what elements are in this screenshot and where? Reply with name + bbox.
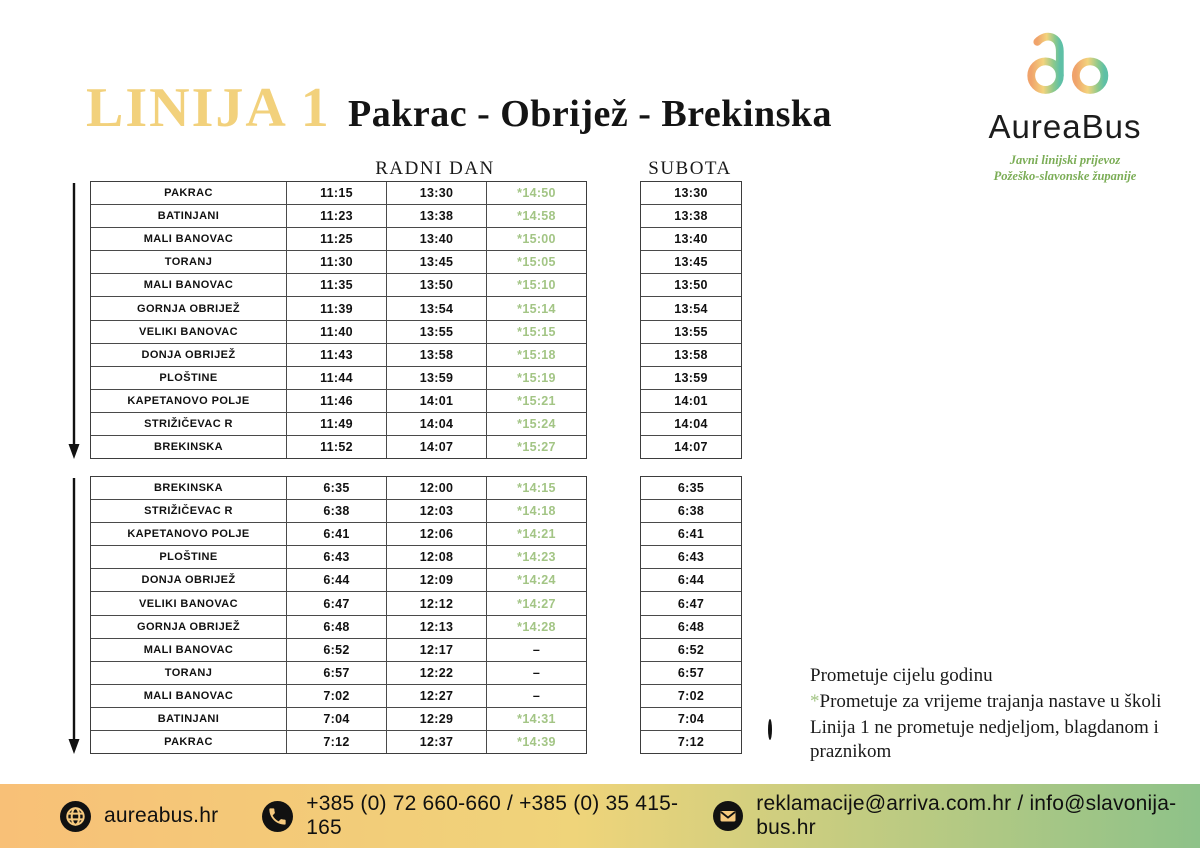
time-cell: *14:31 [486, 708, 586, 730]
station-cell: DONJA OBRIJEŽ [141, 348, 236, 361]
time-cell: 11:39 [286, 297, 386, 319]
time-cell: 13:59 [674, 370, 708, 385]
time-cell: 14:04 [674, 416, 708, 431]
legend-label: Linija 1 ne prometuje nedjeljom, blagdanom i praznikom [810, 717, 1159, 762]
station-cell: MALI BANOVAC [143, 689, 234, 702]
time-cell: 7:02 [677, 688, 705, 703]
table-row [641, 251, 741, 274]
time-cell: 6:48 [286, 616, 386, 638]
time-cell: 11:43 [286, 344, 386, 366]
table-row [641, 569, 741, 592]
time-cell: 12:37 [386, 731, 486, 753]
table-row [91, 569, 586, 592]
down-arrow-icon [66, 476, 82, 756]
tagline-line1: Javni linijski prijevoz [1009, 153, 1121, 167]
time-cell: 13:38 [386, 205, 486, 227]
time-cell: 13:40 [386, 228, 486, 250]
table-row [641, 662, 741, 685]
time-cell: 12:00 [386, 477, 486, 499]
time-cell: 13:50 [674, 278, 708, 293]
table-row [641, 182, 741, 205]
table-row [91, 477, 586, 500]
time-cell: 14:07 [386, 436, 486, 458]
table-row [91, 390, 586, 413]
time-cell: 7:12 [677, 735, 705, 750]
time-cell: 6:41 [677, 527, 705, 542]
station-cell: PAKRAC [164, 736, 213, 749]
time-cell: 6:35 [677, 481, 705, 496]
time-cell: 11:44 [286, 367, 386, 389]
time-cell: 11:52 [286, 436, 386, 458]
table-row [91, 436, 586, 458]
time-cell: *14:24 [486, 569, 586, 591]
time-cell: 13:58 [386, 344, 486, 366]
time-cell: 6:38 [677, 504, 705, 519]
time-cell: 6:47 [677, 596, 705, 611]
station-cell: VELIKI BANOVAC [139, 325, 238, 338]
table-row [641, 228, 741, 251]
time-cell: – [486, 685, 586, 707]
time-cell: 13:50 [386, 274, 486, 296]
station-cell: GORNJA OBRIJEŽ [137, 302, 240, 315]
station-cell: BATINJANI [157, 712, 220, 725]
time-cell: *15:14 [486, 297, 586, 319]
time-cell: *15:27 [486, 436, 586, 458]
website-link: aureabus.hr [104, 804, 219, 827]
station-cell: KAPETANOVO POLJE [127, 528, 250, 541]
time-cell: *14:50 [486, 182, 586, 204]
time-cell: *15:18 [486, 344, 586, 366]
route-title: Pakrac - Obrijež - Brekinska [348, 93, 833, 135]
station-cell: MALI BANOVAC [143, 643, 234, 656]
legend-label: *Prometuje za vrijeme trajanja nastave u školi [810, 691, 1162, 712]
time-cell: 11:30 [286, 251, 386, 273]
station-cell: MALI BANOVAC [143, 279, 234, 292]
time-cell: 12:06 [386, 523, 486, 545]
time-cell: 12:22 [386, 662, 486, 684]
table-row [641, 344, 741, 367]
time-cell: *14:18 [486, 500, 586, 522]
time-cell: 12:27 [386, 685, 486, 707]
table-row [641, 297, 741, 320]
station-cell: PLOŠTINE [159, 551, 218, 564]
time-cell: 13:54 [386, 297, 486, 319]
time-cell: *15:00 [486, 228, 586, 250]
station-cell: BREKINSKA [154, 482, 223, 495]
time-cell: 13:40 [674, 232, 708, 247]
time-cell: 13:55 [386, 321, 486, 343]
station-cell: GORNJA OBRIJEŽ [137, 620, 240, 633]
time-cell: 6:47 [286, 592, 386, 614]
time-cell: 6:52 [286, 639, 386, 661]
brand-tagline [972, 152, 1158, 184]
station-cell: VELIKI BANOVAC [139, 597, 238, 610]
table-row [641, 685, 741, 708]
time-cell: 6:43 [286, 546, 386, 568]
time-cell: 7:02 [286, 685, 386, 707]
time-cell: *15:15 [486, 321, 586, 343]
legend-item-year-round [768, 664, 1178, 688]
table-row [641, 477, 741, 500]
time-cell: *15:10 [486, 274, 586, 296]
time-cell: 13:30 [674, 186, 708, 201]
station-cell: STRIŽIČEVAC R [144, 417, 233, 430]
table-row [91, 205, 586, 228]
time-cell: 6:43 [677, 550, 705, 565]
legend-label: Prometuje cijelu godinu [810, 665, 993, 686]
line-number-title: LINIJA 1 [86, 77, 331, 139]
table-row [91, 500, 586, 523]
table-row [641, 413, 741, 436]
time-cell: 11:23 [286, 205, 386, 227]
time-cell: 14:01 [386, 390, 486, 412]
table-row [91, 228, 586, 251]
time-cell: 13:30 [386, 182, 486, 204]
time-cell: *14:21 [486, 523, 586, 545]
table-row [641, 205, 741, 228]
station-cell: PAKRAC [164, 187, 213, 200]
table-row [91, 662, 586, 685]
time-cell: *14:27 [486, 592, 586, 614]
time-cell: 11:15 [286, 182, 386, 204]
time-cell: 6:52 [677, 642, 705, 657]
table-row [91, 685, 586, 708]
asterisk-marker: * [810, 691, 820, 712]
time-cell: 13:45 [386, 251, 486, 273]
table-row [641, 731, 741, 753]
table-row [641, 639, 741, 662]
time-cell: 14:07 [674, 440, 708, 455]
table-row [641, 546, 741, 569]
time-cell: *14:58 [486, 205, 586, 227]
time-cell: 6:48 [677, 619, 705, 634]
time-cell: 6:57 [677, 665, 705, 680]
table-row [91, 546, 586, 569]
contact-footer [0, 784, 1200, 848]
station-cell: KAPETANOVO POLJE [127, 394, 250, 407]
phone-numbers: +385 (0) 72 660-660 / +385 (0) 35 415-165 [306, 792, 679, 839]
station-cell: PLOŠTINE [159, 371, 218, 384]
time-cell: 12:17 [386, 639, 486, 661]
time-cell: *15:19 [486, 367, 586, 389]
time-cell: 7:04 [677, 711, 705, 726]
down-arrow-icon [66, 181, 82, 461]
table-row [91, 344, 586, 367]
time-cell: 12:29 [386, 708, 486, 730]
time-cell: 12:13 [386, 616, 486, 638]
station-cell: MALI BANOVAC [143, 233, 234, 246]
time-cell: – [486, 639, 586, 661]
table-row [641, 390, 741, 413]
table-row [91, 616, 586, 639]
time-cell: 13:45 [674, 255, 708, 270]
timetable-return-saturday [640, 476, 742, 754]
table-row [91, 413, 586, 436]
table-row [91, 592, 586, 615]
table-row [641, 592, 741, 615]
logo [972, 28, 1158, 184]
time-cell: *14:28 [486, 616, 586, 638]
station-cell: BATINJANI [157, 210, 220, 223]
radni-dan-header: RADNI DAN [375, 158, 495, 179]
time-cell: *15:05 [486, 251, 586, 273]
time-cell: 6:38 [286, 500, 386, 522]
table-row [641, 708, 741, 731]
time-cell: 12:08 [386, 546, 486, 568]
table-row [91, 523, 586, 546]
envelope-icon [713, 801, 743, 831]
table-row [91, 251, 586, 274]
time-cell: 6:44 [286, 569, 386, 591]
table-row [91, 708, 586, 731]
table-row [91, 182, 586, 205]
table-row [641, 500, 741, 523]
time-cell: 11:40 [286, 321, 386, 343]
station-cell: TORANJ [164, 256, 213, 269]
aureabus-logo-icon [1020, 28, 1110, 106]
table-row [91, 297, 586, 320]
legend-item-school-days [768, 690, 1178, 714]
time-cell: *15:24 [486, 413, 586, 435]
time-cell: *15:21 [486, 390, 586, 412]
time-cell: 14:01 [674, 393, 708, 408]
table-row [641, 523, 741, 546]
table-row [641, 274, 741, 297]
time-cell: – [486, 662, 586, 684]
table-row [91, 367, 586, 390]
time-cell: *14:39 [486, 731, 586, 753]
time-cell: 6:35 [286, 477, 386, 499]
time-cell: 13:58 [674, 347, 708, 362]
station-cell: TORANJ [164, 666, 213, 679]
table-row [91, 321, 586, 344]
email-addresses: reklamacije@arriva.com.hr / info@slavonija-bus.hr [756, 792, 1177, 839]
time-cell: *14:15 [486, 477, 586, 499]
station-cell: BREKINSKA [154, 441, 223, 454]
legend [768, 664, 1178, 766]
table-row [641, 436, 741, 458]
time-cell: 13:38 [674, 209, 708, 224]
table-row [641, 321, 741, 344]
timetable-outbound [90, 181, 587, 459]
station-cell: STRIŽIČEVAC R [144, 505, 233, 518]
time-cell: 6:41 [286, 523, 386, 545]
timetable-outbound-saturday [640, 181, 742, 459]
time-cell: 13:59 [386, 367, 486, 389]
time-cell: 11:25 [286, 228, 386, 250]
time-cell: 11:35 [286, 274, 386, 296]
station-cell: DONJA OBRIJEŽ [141, 574, 236, 587]
table-row [91, 731, 586, 753]
time-cell: 7:04 [286, 708, 386, 730]
legend-item-no-service [768, 716, 1178, 764]
time-cell: 7:12 [286, 731, 386, 753]
table-row [91, 274, 586, 297]
time-cell: 6:44 [677, 573, 705, 588]
table-row [641, 616, 741, 639]
phone-icon [262, 801, 293, 832]
globe-icon [60, 801, 91, 832]
table-row [91, 639, 586, 662]
time-cell: 12:12 [386, 592, 486, 614]
table-row [641, 367, 741, 390]
tagline-line2: Požeško-slavonske županije [993, 169, 1137, 183]
subota-header: SUBOTA [648, 158, 732, 179]
time-cell: 11:49 [286, 413, 386, 435]
time-cell: 13:54 [674, 301, 708, 316]
time-cell: 13:55 [674, 324, 708, 339]
time-cell: 6:57 [286, 662, 386, 684]
open-circle-icon [768, 721, 784, 739]
time-cell: 12:09 [386, 569, 486, 591]
time-cell: 11:46 [286, 390, 386, 412]
time-cell: 12:03 [386, 500, 486, 522]
time-cell: *14:23 [486, 546, 586, 568]
time-cell: 14:04 [386, 413, 486, 435]
brand-name: AureaBus [988, 108, 1142, 145]
timetable-return [90, 476, 587, 754]
